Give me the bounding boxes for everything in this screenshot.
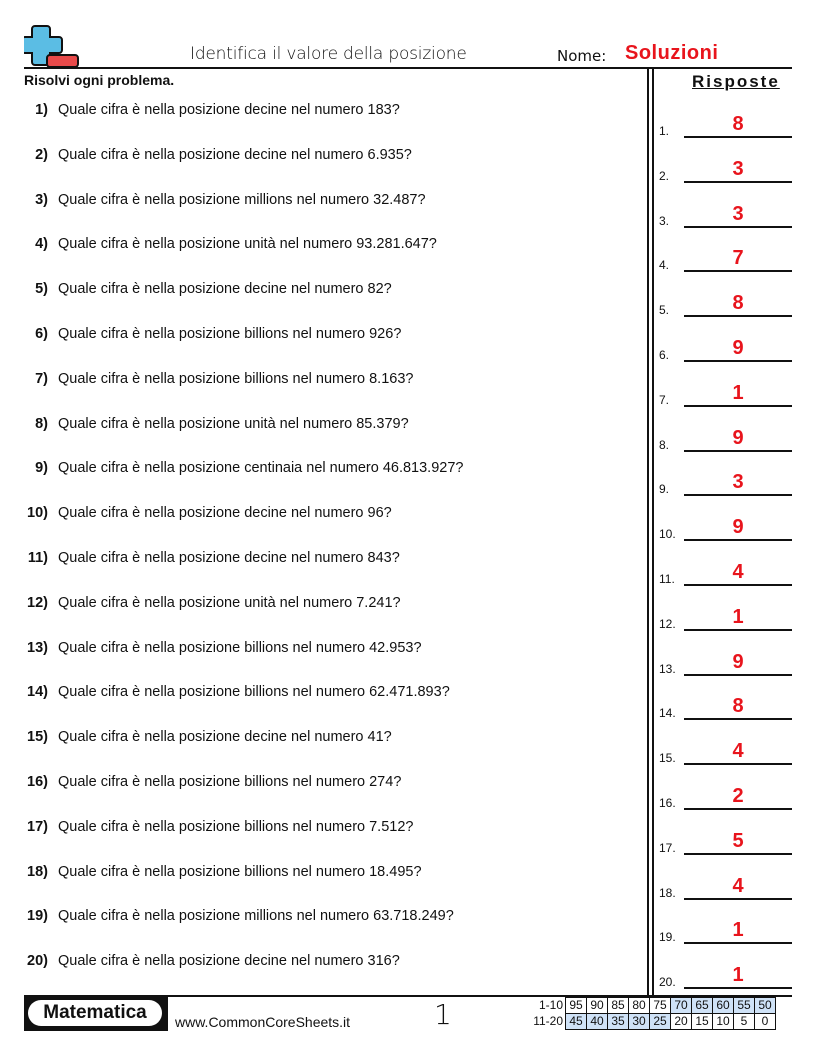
answer-line	[684, 942, 792, 944]
score-cell: 90	[587, 998, 608, 1014]
question-item	[0, 416, 640, 436]
answer-line	[684, 674, 792, 676]
score-cell: 30	[629, 1014, 650, 1030]
score-range-label: 1-10	[538, 998, 563, 1012]
score-cell: 70	[671, 998, 692, 1014]
question-number: 2)	[35, 146, 48, 163]
answer-number: 4.	[659, 258, 670, 273]
question-item	[0, 819, 640, 839]
question-number: 1)	[35, 102, 48, 118]
question-item	[0, 460, 640, 480]
name-value: Soluzioni	[625, 42, 719, 64]
instructions: Risolvi ogni problema.	[24, 72, 175, 88]
question-number: 3)	[35, 191, 48, 208]
question-text: Quale cifra è nella posizione unità nel numero 93.281.647?	[58, 236, 437, 253]
question-item	[0, 953, 640, 973]
answer-item	[659, 153, 792, 183]
answer-value: 1	[732, 381, 744, 404]
question-item	[0, 774, 640, 794]
answer-value: 1	[732, 964, 744, 987]
answer-value: 4	[732, 740, 744, 763]
question-item	[0, 192, 640, 212]
answer-number: 10.	[659, 527, 676, 542]
answer-item	[659, 287, 792, 317]
question-number: 17)	[27, 818, 48, 835]
answer-number: 18.	[659, 885, 676, 900]
question-number: 11)	[27, 550, 48, 566]
answer-number: 5.	[659, 303, 670, 318]
answer-value: 8	[732, 113, 744, 135]
question-item	[0, 147, 640, 167]
answer-line	[684, 853, 792, 855]
question-item	[0, 729, 640, 749]
question-text: Quale cifra è nella posizione millions nel numero 32.487?	[58, 191, 426, 208]
answer-item	[659, 466, 792, 496]
question-number: 10)	[27, 505, 48, 522]
answer-value: 3	[732, 202, 744, 225]
answer-item	[659, 108, 792, 138]
answer-value: 9	[732, 337, 744, 359]
answer-number: 17.	[659, 840, 676, 855]
answers-title: Risposte	[692, 72, 780, 91]
score-cell: 15	[692, 1014, 713, 1030]
question-item	[0, 550, 640, 570]
question-item	[0, 102, 640, 122]
question-text: Quale cifra è nella posizione centinaia nel numero 46.813.927?	[58, 460, 464, 477]
answer-line	[684, 226, 792, 228]
score-cell: 60	[713, 998, 734, 1014]
name-label: Nome:	[557, 47, 607, 65]
question-text: Quale cifra è nella posizione billions nel numero 274?	[58, 774, 402, 790]
answer-line	[684, 136, 792, 138]
score-cell: 35	[608, 1014, 629, 1030]
answer-number: 8.	[659, 437, 670, 452]
answer-number: 14.	[659, 706, 676, 721]
score-cell: 10	[713, 1014, 734, 1030]
answer-value: 8	[732, 695, 744, 718]
question-text: Quale cifra è nella posizione billions nel numero 926?	[58, 326, 402, 342]
answer-item	[659, 511, 792, 541]
answer-item	[659, 332, 792, 362]
question-text: Quale cifra è nella posizione decine nel numero 843?	[58, 550, 400, 566]
answer-number: 9.	[659, 482, 670, 497]
column-divider	[647, 68, 649, 996]
answer-item	[659, 690, 792, 720]
question-text: Quale cifra è nella posizione millions nel numero 63.718.249?	[58, 908, 454, 925]
answer-number: 16.	[659, 796, 676, 810]
question-number: 4)	[35, 236, 48, 253]
question-item	[0, 640, 640, 660]
brand-label: Matematica	[28, 1000, 162, 1026]
answer-value: 4	[732, 874, 744, 897]
answer-number: 15.	[659, 751, 676, 766]
question-number: 8)	[35, 415, 48, 432]
answer-line	[684, 584, 792, 586]
answer-number: 20.	[659, 975, 676, 990]
answer-item	[659, 959, 792, 989]
answer-line	[684, 898, 792, 900]
score-cell: 40	[587, 1014, 608, 1030]
score-cell: 80	[629, 998, 650, 1014]
score-cell: 25	[650, 1014, 671, 1030]
answer-number: 19.	[659, 930, 676, 945]
question-number: 19)	[27, 908, 48, 925]
answer-number: 7.	[659, 392, 670, 407]
worksheet-title: Identifica il valore della posizione	[190, 44, 467, 64]
question-text: Quale cifra è nella posizione billions nel numero 42.953?	[58, 639, 422, 656]
answer-value: 2	[732, 785, 744, 807]
score-cell: 95	[566, 998, 587, 1014]
answer-line	[684, 763, 792, 765]
answer-number: 6.	[659, 348, 670, 362]
answer-value: 1	[732, 919, 744, 942]
plus-minus-icon	[24, 24, 80, 68]
answer-item	[659, 780, 792, 810]
answer-line	[684, 987, 792, 989]
answer-number: 2.	[659, 168, 670, 183]
answer-line	[684, 270, 792, 272]
question-text: Quale cifra è nella posizione unità nel numero 85.379?	[58, 415, 409, 432]
answer-value: 7	[732, 247, 744, 270]
question-text: Quale cifra è nella posizione decine nel numero 96?	[58, 505, 392, 522]
question-number: 16)	[27, 774, 48, 790]
question-item	[0, 864, 640, 884]
answer-item	[659, 825, 792, 855]
question-item	[0, 281, 640, 301]
answer-item	[659, 198, 792, 228]
score-cell: 5	[734, 1014, 755, 1030]
answer-line	[684, 360, 792, 362]
answer-value: 8	[732, 292, 744, 315]
score-row	[529, 998, 776, 1014]
question-number: 18)	[27, 863, 48, 880]
score-cell: 45	[566, 1014, 587, 1030]
answer-number: 11.	[659, 572, 675, 586]
question-item	[0, 326, 640, 346]
answer-number: 12.	[659, 616, 676, 631]
answer-value: 5	[732, 829, 744, 852]
question-text: Quale cifra è nella posizione decine nel numero 82?	[58, 281, 392, 298]
question-text: Quale cifra è nella posizione billions nel numero 7.512?	[58, 818, 414, 835]
question-number: 12)	[27, 594, 48, 611]
question-item	[0, 371, 640, 391]
answer-value: 9	[732, 650, 744, 673]
question-number: 15)	[27, 729, 48, 746]
answer-value: 3	[732, 471, 744, 494]
question-number: 9)	[35, 460, 48, 477]
score-table	[529, 997, 776, 1030]
answer-item	[659, 422, 792, 452]
answer-value: 9	[732, 516, 744, 539]
score-cell: 20	[671, 1014, 692, 1030]
question-text: Quale cifra è nella posizione decine nel numero 41?	[58, 729, 392, 746]
question-text: Quale cifra è nella posizione decine nel numero 316?	[58, 953, 400, 970]
answer-value: 1	[732, 605, 744, 628]
answer-item	[659, 735, 792, 765]
answer-item	[659, 242, 792, 272]
question-text: Quale cifra è nella posizione unità nel numero 7.241?	[58, 594, 401, 611]
brand-logo	[24, 997, 168, 1031]
question-text: Quale cifra è nella posizione billions nel numero 8.163?	[58, 370, 414, 387]
answer-line	[684, 315, 792, 317]
question-text: Quale cifra è nella posizione billions nel numero 62.471.893?	[58, 684, 450, 701]
score-row	[529, 1014, 776, 1030]
answer-value: 4	[732, 561, 744, 583]
answer-number: 1.	[659, 124, 670, 138]
question-number: 13)	[27, 639, 48, 656]
answer-value: 9	[732, 426, 744, 449]
question-text: Quale cifra è nella posizione decine nel numero 183?	[58, 102, 400, 118]
answer-line	[684, 718, 792, 720]
question-number: 6)	[35, 326, 48, 342]
score-cell: 75	[650, 998, 671, 1014]
question-number: 20)	[27, 953, 48, 970]
answer-line	[684, 808, 792, 810]
question-item	[0, 595, 640, 615]
score-range-label: 11-20	[533, 1014, 563, 1028]
answer-item	[659, 601, 792, 631]
answer-line	[684, 181, 792, 183]
question-item	[0, 505, 640, 525]
question-item	[0, 236, 640, 256]
question-item	[0, 908, 640, 928]
question-text: Quale cifra è nella posizione decine nel numero 6.935?	[58, 146, 412, 163]
score-cell: 55	[734, 998, 755, 1014]
answer-line	[684, 405, 792, 407]
answer-item	[659, 870, 792, 900]
question-number: 7)	[35, 370, 48, 387]
answer-number: 3.	[659, 213, 670, 228]
answer-item	[659, 646, 792, 676]
column-divider	[652, 68, 654, 996]
answer-number: 13.	[659, 661, 676, 676]
question-number: 14)	[27, 684, 48, 701]
question-text: Quale cifra è nella posizione billions nel numero 18.495?	[58, 863, 422, 880]
score-cell: 65	[692, 998, 713, 1014]
header-rule	[24, 67, 792, 69]
answer-item	[659, 914, 792, 944]
site-url: www.CommonCoreSheets.it	[175, 1014, 351, 1030]
answer-value: 3	[732, 157, 744, 180]
score-cell: 0	[755, 1014, 776, 1030]
answer-line	[684, 539, 792, 541]
question-number: 5)	[35, 281, 48, 298]
answer-item	[659, 556, 792, 586]
answer-line	[684, 450, 792, 452]
answer-line	[684, 494, 792, 496]
score-cell: 85	[608, 998, 629, 1014]
question-item	[0, 684, 640, 704]
score-cell: 50	[755, 998, 776, 1014]
page-number: 1	[434, 998, 452, 1031]
answer-line	[684, 629, 792, 631]
answer-item	[659, 377, 792, 407]
